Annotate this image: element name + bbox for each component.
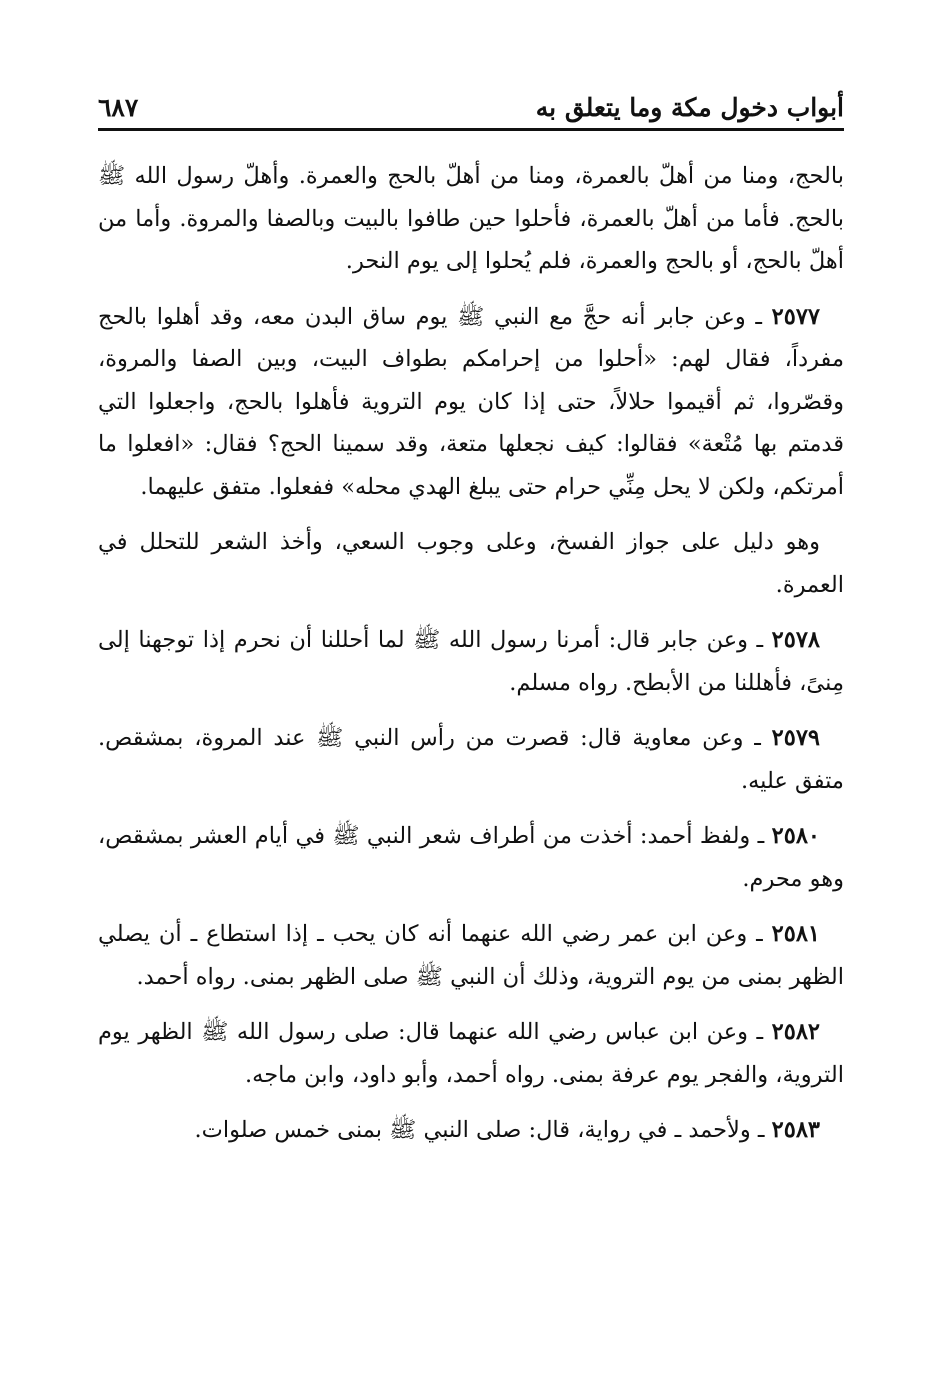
hadith-text: ـ وعن ابن عباس رضي الله عنهما قال: صلى رسول الله ﷺ الظهر يوم التروية، والفجر يوم عرفة بمنى. رواه أحمد، وأبو داود، وابن ماجه. — [98, 1019, 844, 1088]
hadith-text: ـ وعن جابر قال: أمرنا رسول الله ﷺ لما أحللنا أن نحرم إذا توجهنا إلى مِنىً، فأهللنا من الأبطح. رواه مسلم. — [98, 627, 844, 696]
hadith-number: ٢٥٨٢ — [771, 1019, 820, 1045]
hadith-text: ـ وعن ابن عمر رضي الله عنهما أنه كان يحب ـ إذا استطاع ـ أن يصلي الظهر بمنى من يوم التروية، وذلك أن النبي ﷺ صلى الظهر بمنى. رواه أحمد. — [98, 921, 844, 990]
hadith-paragraph — [98, 913, 844, 998]
hadith-text: ـ ولفظ أحمد: أخذت من أطراف شعر النبي ﷺ في أيام العشر بمشقص، وهو محرم. — [98, 823, 844, 892]
hadith-paragraph — [98, 815, 844, 900]
hadith-paragraph — [98, 1011, 844, 1096]
commentary-text: وهو دليل على جواز الفسخ، وعلى وجوب السعي، وأخذ الشعر للتحلل في العمرة. — [98, 529, 844, 598]
hadith-number: ٢٥٧٧ — [771, 303, 820, 330]
hadith-paragraph — [98, 619, 844, 704]
book-page — [98, 78, 844, 1165]
hadith-paragraph — [98, 1109, 844, 1152]
hadith-number: ٢٥٧٨ — [771, 627, 821, 653]
hadith-text: ـ وعن معاوية قال: قصرت من رأس النبي ﷺ عند المروة، بمشقص. متفق عليه. — [98, 725, 844, 794]
paragraph — [98, 155, 844, 283]
hadith-number: ٢٥٧٩ — [771, 725, 820, 751]
paragraph-text: بالحج، ومنا من أهلّ بالعمرة، ومنا من أهلّ بالحج والعمرة. وأهلّ رسول الله ﷺ بالحج. فأما من أهلّ بالعمرة، فأحلوا حين طافوا بالبيت وبالصفا والمروة. وأما من أهلّ بالحج، أو بالحج والعمرة، فلم يُحلوا إلى يوم النحر. — [98, 163, 844, 274]
hadith-number: ٢٥٨٠ — [771, 823, 820, 849]
hadith-paragraph — [98, 296, 844, 509]
hadith-number: ٢٥٨٣ — [771, 1117, 820, 1143]
chapter-title: أبواب دخول مكة وما يتعلق به — [535, 93, 844, 122]
page-number: ٦٨٧ — [98, 93, 139, 122]
hadith-text: ـ ولأحمد ـ في رواية، قال: صلى النبي ﷺ بمنى خمس صلوات. — [194, 1117, 765, 1143]
hadith-text: ـ وعن جابر أنه حجَّ مع النبي ﷺ يوم ساق البدن معه، وقد أهلوا بالحج مفرداً، فقال لهم: «أحلوا من إحرامكم بطواف البيت، وبين الصفا والمروة، وقصّروا، ثم أقيموا حلالاً، حتى إذا كان يوم التروية فأهلوا بالحج، واجعلوا التي قدمتم بها مُتْعة» فقالوا: كيف نجعلها متعة، وقد سمينا الحج؟ فقال: «افعلوا ما أمرتكم، ولكن لا يحل مِنِّي حرام حتى يبلغ الهدي محله» ففعلوا. متفق عليهما. — [98, 303, 844, 500]
hadith-paragraph — [98, 717, 844, 802]
page-body — [98, 155, 844, 1152]
page-header — [98, 78, 844, 131]
commentary-paragraph — [98, 521, 844, 606]
hadith-number: ٢٥٨١ — [771, 921, 820, 947]
